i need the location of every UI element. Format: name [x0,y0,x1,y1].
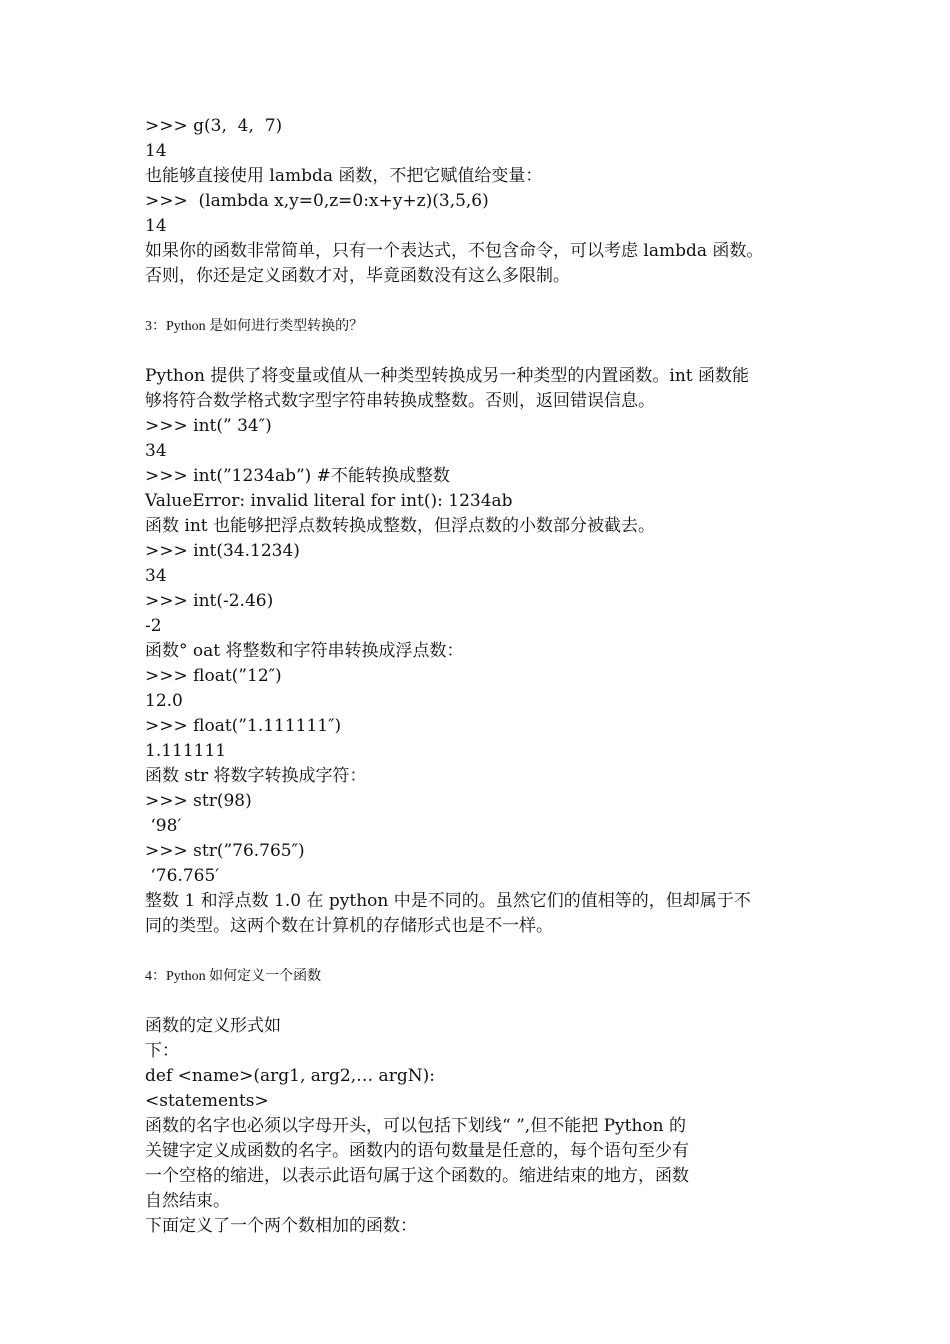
section-define-function [145,1014,825,1239]
section-heading-type-conversion: 3：Python 是如何进行类型转换的？ [145,319,364,334]
code-output: 14 [145,216,167,236]
code-output: 12.0 [145,691,183,711]
code-line: >>> float(”1.111111″) [145,716,342,736]
code-output: ValueError: invalid literal for int(): 1234ab [145,491,513,511]
paragraph-line: 自然结束。 [145,1191,230,1211]
section-type-conversion [145,364,825,939]
code-line: >>> str(98) [145,791,252,811]
code-line: >>> int(” 34″) [145,416,272,436]
code-line: >>> (lambda x,y=0,z=0:x+y+z)(3,5,6) [145,191,489,211]
code-output: ‘98′ [145,816,182,836]
paragraph-line: 下： [145,1041,179,1061]
code-output: 14 [145,141,167,161]
code-output: ‘76.765′ [145,866,220,886]
code-output: 34 [145,566,167,586]
code-output: 1.111111 [145,741,227,761]
document-page [145,114,825,1239]
paragraph-line: 同的类型。这两个数在计算机的存储形式也是不一样。 [145,916,553,936]
code-line: >>> float(”12″) [145,666,282,686]
code-line: >>> int(34.1234) [145,541,300,561]
paragraph-line: 函数° oat 将整数和字符串转换成浮点数： [145,641,464,661]
paragraph-line: Python 提供了将变量或值从一种类型转换成另一种类型的内置函数。int 函数能 [145,366,750,386]
paragraph-line: 如果你的函数非常简单，只有一个表达式，不包含命令，可以考虑 lambda 函数。 [145,241,764,261]
paragraph-line: 函数的定义形式如 [145,1016,281,1036]
paragraph-line: 够将符合数学格式数字型字符串转换成整数。否则，返回错误信息。 [145,391,655,411]
code-output: 34 [145,441,167,461]
paragraph-line: 也能够直接使用 lambda 函数，不把它赋值给变量： [145,166,543,186]
code-line: <statements> [145,1091,269,1111]
paragraph-line: 函数的名字也必须以字母开头，可以包括下划线“ ”,但不能把 Python 的 [145,1116,687,1136]
paragraph-line: 整数 1 和浮点数 1.0 在 python 中是不同的。虽然它们的值相等的，但却属于不 [145,891,751,911]
paragraph-line: 下面定义了一个两个数相加的函数： [145,1216,417,1236]
code-line: >>> int(”1234ab”) #不能转换成整数 [145,466,450,486]
code-output: -2 [145,616,162,636]
paragraph-line: 函数 int 也能够把浮点数转换成整数，但浮点数的小数部分被截去。 [145,516,656,536]
code-line: >>> str(”76.765″) [145,841,305,861]
paragraph-line: 一个空格的缩进，以表示此语句属于这个函数的。缩进结束的地方，函数 [145,1166,689,1186]
code-line: def <name>(arg1, arg2,… argN): [145,1066,435,1086]
section-lambda-examples [145,114,825,289]
code-line: >>> int(-2.46) [145,591,274,611]
paragraph-line: 否则，你还是定义函数才对，毕竟函数没有这么多限制。 [145,266,570,286]
code-line: >>> g(3, 4, 7) [145,116,283,136]
paragraph-line: 关键字定义成函数的名字。函数内的语句数量是任意的，每个语句至少有 [145,1141,689,1161]
paragraph-line: 函数 str 将数字转换成字符： [145,766,367,786]
section-heading-define-function: 4：Python 如何定义一个函数 [145,969,322,984]
